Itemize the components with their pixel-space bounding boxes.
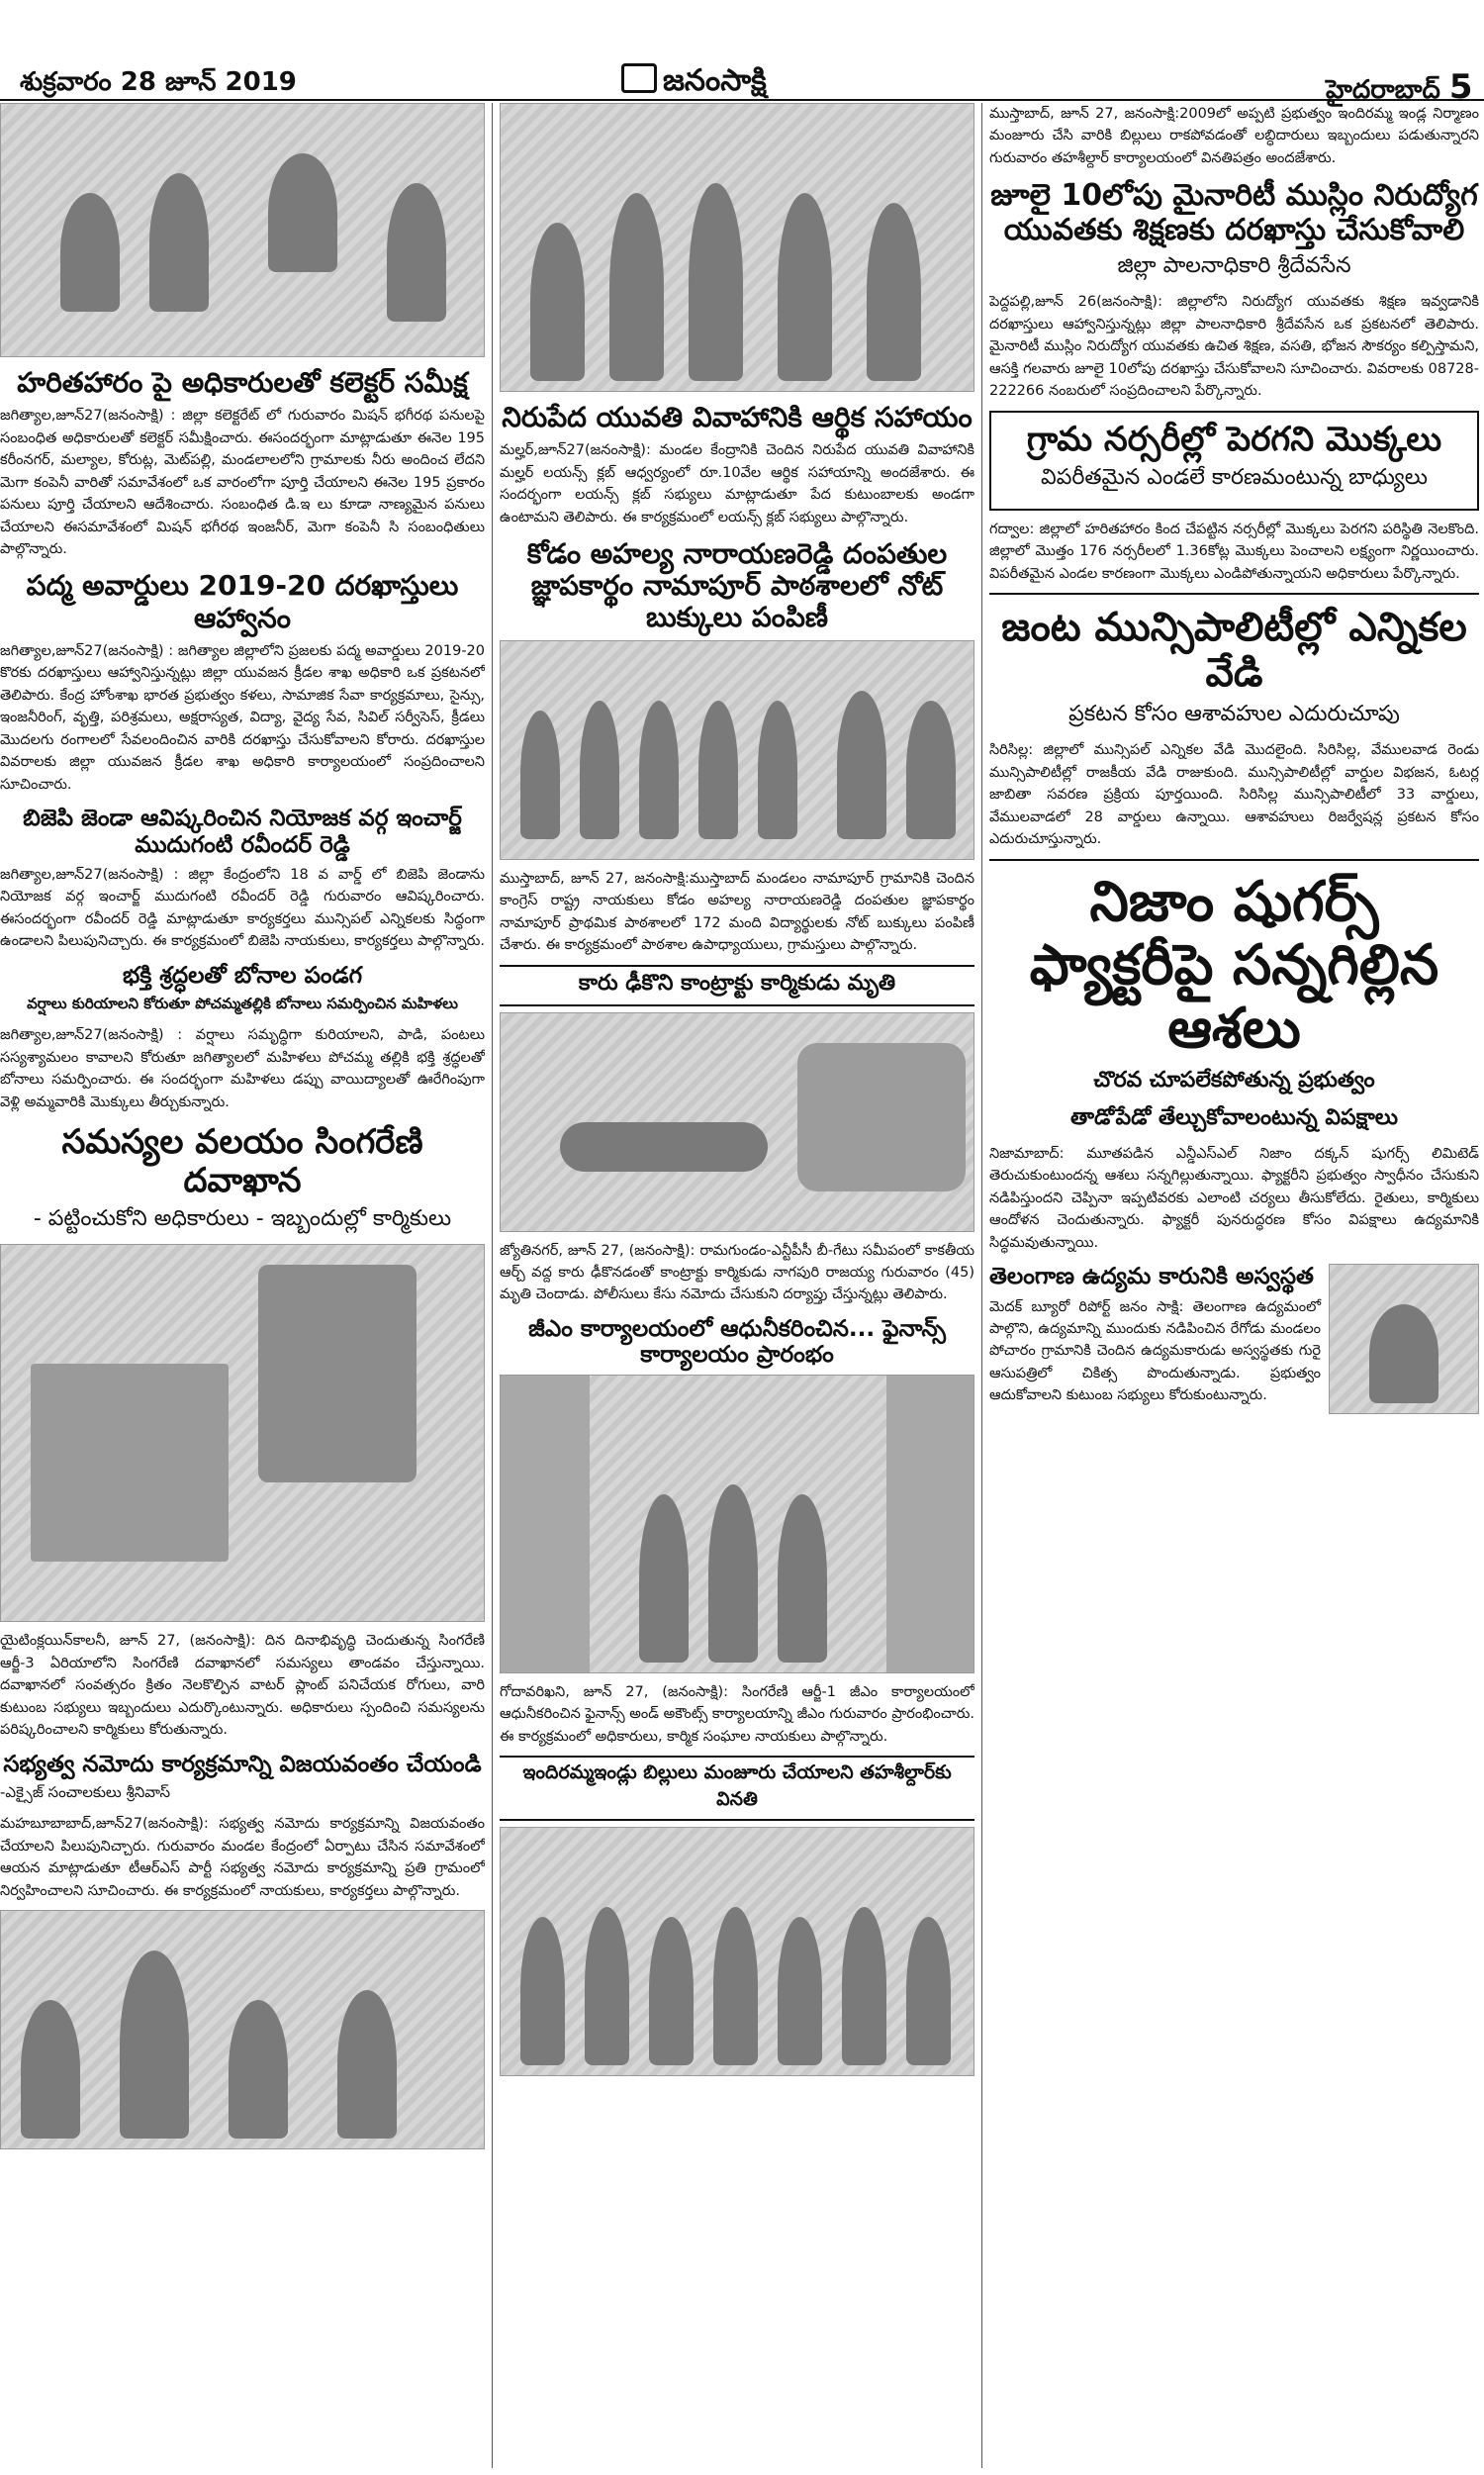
column-divider [492,103,493,2468]
subheadline: ప్రకటన కోసం ఆశావహుల ఎదురుచూపు [1068,702,1400,727]
article-body: సిరిసిల్ల: జిల్లాలో మున్సిపల్ ఎన్నికల వేడి మొదలైంది. సిరిసిల్ల, వేములవాడ రెండు మున్సిపాలిటీల్లో రాజకీయ వేడి రాజుకుంది. మున్సిపాలిటీల్లో వార్డుల విభజన, ఓటర్ల జాబితా సవరణ ప్రక్రియ పూర్తయింది. సిరిసిల్ల మున్సిపాలిటీలో 33 వార్డులు, వేములవాడలో 28 వార్డులు ఉన్నాయి. ఆశావహులు రిజర్వేషన్ల ప్రకటన కోసం ఎదురుచూస్తున్నారు. [989,742,1479,848]
article-body: జ్యోతినగర్, జూన్ 27, (జనంసాక్షి): రామగుండం-ఎన్టీపీసీ బీ-గేటు సమీపంలో కాకతీయ ఆర్చ్ వద్ద కారు ఢీకొనడంతో కాంట్రాక్టు కార్మికుడు నాగపురి రాజయ్య గురువారం (45) మృతి చెందాడు. పోలీసులు కేసు నమోదు చేసుకుని దర్యాప్తు చేస్తున్నట్లు తెలిపారు. [500,1242,974,1303]
photo-petition [500,1827,974,2076]
photo-students-notebooks [500,640,974,860]
article-body: మహబూబాబాద్,జూన్27(జనంసాక్షి): సభ్యత్వ నమోదు కార్యక్రమాన్ని విజయవంతం చేయాలని పిలుపునిచ్చారు. గురువారం మండల కేంద్రంలో ఏర్పాటు చేసిన సమావేశంలో ఆయన మాట్లాడుతూ టీఆర్ఎస్ పార్టీ సభ్యత్వ నమోదు కార్యక్రమాన్ని ప్రతి గ్రామంలో నిర్వహించాలని సూచించారు. ఈ కార్యక్రమంలో నాయకులు, కార్యకర్తలు పాల్గొన్నారు. [0,1816,485,1899]
photo-office-inauguration [500,1375,974,1673]
headline: నిరుపేద యువతి వివాహానికి ఆర్థిక సహాయం [502,401,973,433]
headline: బిజెపి జెండా ఆవిష్కరించిన నియోజక వర్గ ఇంచార్జ్ ముదుగంటి రవీందర్ రెడ్డి [23,806,462,858]
article-body: మల్హర్,జూన్27(జనంసాక్షి): మండల కేంద్రానికి చెందిన నిరుపేద యువతి వివాహానికి మల్హర్ లయన్స్ క్లబ్ ఆధ్వర్యంలో రూ.10వేల ఆర్థిక సహాయాన్ని అందజేశారు. ఈ సందర్భంగా లయన్స్ క్లబ్ సభ్యులు మాట్లాడుతూ పేద కుటుంబాలకు అండగా ఉంటామని తెలిపారు. ఈ కార్యక్రమంలో లయన్స్ క్లబ్ సభ్యులు పాల్గొన్నారు. [500,442,974,525]
article-body: నిజామాబాద్: మూతపడిన ఎన్డీఎస్ఎల్ నిజాం దక్కన్ షుగర్స్ లిమిటెడ్ తెరుచుకుంటుందన్న ఆశలు సన్నగిల్లుతున్నాయి. ఫ్యాక్టరీని ప్రభుత్వం స్వాధీనం చేసుకుని నడిపిస్తుందని చెప్పినా ఇప్పటివరకు ఎలాంటి చర్యలు తీసుకోలేదు. రైతులు, కార్మికులు ఆందోళన చెందుతున్నారు. ఫ్యాక్టరీ పునరుద్ధరణ కోసం విపక్షాలు ఉద్యమానికి సిద్ధమవుతున్నాయి. [989,1145,1479,1251]
headline: ఇందిరమ్మఇండ్లు బిల్లులు మంజూరు చేయాలని తహశీల్దార్‌కు వినతి [500,1756,974,1821]
article-body: జగిత్యాల,జూన్27(జనంసాక్షి) : జిల్లా కేంద్రంలోని 18 వ వార్డ్ లో బిజెపి జెండాను నియోజక వర్గ ఇంచార్జ్ ముదుగంటి రవీందర్ రెడ్డి గురువారం ఆవిష్కరించారు. ఈసందర్భంగా రవీందర్ రెడ్డి మాట్లాడుతూ కార్యకర్తలు మున్సిపల్ ఎన్నికలకు సిద్ధంగా ఉండాలని పిలుపునిచ్చారు. ఈ కార్యక్రమంలో బిజెపి నాయకులు, కార్యకర్తలు పాల్గొన్నారు. [0,867,485,950]
article-body: జగిత్యాల,జూన్27(జనంసాక్షి) : జగిత్యాల జిల్లాలోని ప్రజలకు పద్మ అవార్డులు 2019-20 కొరకు దరఖాస్తులు ఆహ్వానిస్తున్నట్లు జిల్లా యువజన క్రీడల శాఖ అధికారి ఒక ప్రకటనలో తెలిపారు. కేంద్ర హోంశాఖ భారత ప్రభుత్వం కళలు, సామాజిక సేవా కార్యక్రమాలు, సైన్సు, ఇంజనీరింగ్, వృత్తి, పరిశ్రమలు, అక్షరాస్యత, విద్యా, వైద్య సేవ, సివిల్ సర్వీసెస్, క్రీడలు మొదలగు రంగాలలో సేవలందించిన వారికి దరఖాస్తు చేసుకోవాలని కోరారు. దరఖాస్తుల వివరాలకు జిల్లా యువజన క్రీడల శాఖ అధికారి కార్యాలయంలో సంప్రదించాలని సూచించారు. [0,642,485,793]
newspaper-logo [621,63,767,105]
article-body: జగిత్యాల,జూన్27(జనంసాక్షి) : వర్షాలు సమృద్ధిగా కురియాలని, పాడి, పంటలు సస్యశ్యామలం కావాలని కోరుతూ జగిత్యాలలో మహిళలు పోచమ్మ తల్లికి భక్తి శ్రద్ధలతో బోనాలు సమర్పించారు. ఈ సందర్భంగా మహిళలు డప్పు వాయిద్యాలతో ఊరేగింపుగా వెళ్లి అమ్మవారికి మొక్కులు తీర్చుకున్నారు. [0,1027,485,1110]
subheadline: చొరవ చూపలేకపోతున్న ప్రభుత్వం [1093,1067,1375,1093]
headline: పద్మ అవార్డులు 2019-20 దరఖాస్తులు ఆహ్వానం [26,569,459,634]
subheadline: తాడోపేడో తేల్చుకోవాలంటున్న విపక్షాలు [1070,1104,1398,1130]
newspaper-name: జనంసాక్షి [663,63,767,98]
subheadline: విపరీతమైన ఎండలే కారణమంటున్న బాధ్యులు [1041,464,1428,490]
headline: జంట మున్సిపాలిటీల్లో ఎన్నికల వేడి [1001,605,1467,697]
article-box [989,411,1479,511]
headline: భక్తి శ్రద్ధలతో బోనాల పండగ [122,962,363,989]
article-body: పెద్దపల్లి,జూన్ 26(జనంసాక్షి): జిల్లాలోని నిరుద్యోగ యువతకు శిక్షణ ఇవ్వడానికి దరఖాస్తులు ఆహ్వానిస్తున్నట్లు జిల్లా పాలనాధికారి శ్రీదేవసేన ఒక ప్రకటనలో తెలిపారు. మైనారిటీ ముస్లిం నిరుద్యోగ యువతకు ఉచిత శిక్షణ, వసతి, భోజన సౌకర్యం కల్పిస్తామని, ఆసక్తి గలవారు జూలై 10లోపు దరఖాస్తు చేసుకోవాలని సూచించారు. వివరాలకు 08728-222266 నంబరులో సంప్రదించాలని పేర్కొన్నారు. [989,294,1479,400]
photo-patient [1329,1264,1479,1414]
headline: సమస్యల వలయం సింగరేణి దవాఖాన [61,1122,423,1201]
article-body: ముస్తాబాద్, జూన్ 27, జనంసాక్షి:ముస్తాబాద్ మండలం నామాపూర్ గ్రామానికి చెందిన కాంగ్రెస్ రాష్ట్ర నాయకులు కోడం అహల్య నారాయణరెడ్డి దంపతుల జ్ఞాపకార్థం నామాపూర్ ప్రాథమిక పాఠశాలలో 172 మంది విద్యార్థులకు నోట్ బుక్కులు పంపిణీ చేశారు. ఈ కార్యక్రమంలో పాఠశాల ఉపాధ్యాయులు, గ్రామస్తులు పాల్గొన్నారు. [500,870,974,954]
headline: సభ్యత్వ నమోదు కార్యక్రమాన్ని విజయవంతం చేయండి [3,1751,482,1777]
photo-wedding-aid [500,103,974,392]
headline: తెలంగాణ ఉద్యమ కారునికి అస్వస్థత [989,1264,1314,1290]
column-divider [981,103,982,2468]
photo-water-plant [0,1244,485,1622]
city-name: హైదరాబాద్ [1326,75,1440,105]
article-box [989,1264,1479,1407]
photo-accident [500,1012,974,1232]
column-left [0,103,485,2468]
headline: కారు ఢీకొని కాంట్రాక్టు కార్మికుడు మృతి [500,965,974,1006]
article-body: గద్వాల: జిల్లాలో హరితహారం కింద చేపట్టిన నర్సరీల్లో మొక్కలు పెరగని పరిస్థితి నెలకొంది. జిల్లాలో మొత్తం 176 నర్సరీలలో 1.36కోట్ల మొక్కలు పెంచాలని లక్ష్యంగా నిర్ణయించారు. విపరీతమైన ఎండల కారణంగా మొక్కలు ఎండిపోతున్నాయని అధికారులు పేర్కొన్నారు. [989,521,1479,582]
subheadline: - పట్టించుకోని అధికారులు - ఇబ్బందుల్లో కార్మికులు [33,1206,452,1232]
headline: గ్రామ నర్సరీల్లో పెరగని మొక్కలు [1026,419,1442,459]
column-middle [500,103,974,2468]
article-body: మెదక్ బ్యూరో రిపోర్ట్ జనం సాక్షి: తెలంగాణ ఉద్యమంలో పాల్గొని, ఉద్యమాన్ని ముందుకు నడిపించిన రేగోడు మండలం పోచారం గ్రామానికి చెందిన ఉద్యమకారుడు అస్వస్థతకు గురై ఆసుపత్రిలో చికిత్స పొందుతున్నాడు. ప్రభుత్వం ఆదుకోవాలని కుటుంబ సభ్యులు కోరుకుంటున్నారు. [989,1298,1321,1404]
photo-members-group [0,1910,485,2149]
headline: నిజాం షుగర్స్ ఫ్యాక్టరీపై సన్నగిల్లిన ఆశలు [1029,869,1439,1062]
headline: కోడం అహల్య నారాయణరెడ్డి దంపతుల జ్ఞాపకార్థం నామాపూర్ పాఠశాలలో నోట్ బుక్కులు పంపిణీ [526,537,948,634]
subheadline: జిల్లా పాలనాధికారి శ్రీదేవసేన [1117,253,1351,279]
article-body: జగిత్యాల,జూన్27(జనంసాక్షి) : జిల్లా కలెక్టరేట్ లో గురువారం మిషన్ భగీరథ పనులపై సంబంధిత అధికారులతో కలెక్టర్ సమీక్షించారు. ఈసందర్భంగా మాట్లాడుతూ ఈనెల 195 కరీంనగర్, మల్యాల, కోరుట్ల, మెట్‌పల్లి, మండలాలలోని గ్రామాలకు నీరు అందించ లేదని మెగా కంపెనీ వారితో సమావేశంలో ఒక వారంలోగా పూర్తి చేయాలని ఈనెల 195 ప్రకారం పనులు పూర్తి చేయాలని ఆదేశించారు. సంబంధిత డి.ఇ లు కూడా నాణ్యమైన పనులు చేయాలని ఈసమావేశంలో మిషన్ భగీరథ ఇంజనీర్, మెగా కంపెనీ సి సంబంధితులు పాల్గొన్నారు. [0,408,485,557]
logo-icon [621,63,657,93]
byline: -ఎక్సైజ్ సంచాలకులు శ్రీనివాస్ [0,1783,171,1802]
masthead [0,0,1484,107]
divider [989,593,1479,595]
column-right [989,103,1479,2468]
article-body: గోదావరిఖని, జూన్ 27, (జనంసాక్షి): సింగరేణి ఆర్జీ-1 జీఎం కార్యాలయంలో ఆధునీకరించిన ఫైనాన్స్ అండ్ అకౌంట్స్ కార్యాలయాన్ని జీఎం గురువారం ప్రారంభించారు. ఈ కార్యక్రమంలో అధికారులు, కార్మిక సంఘాల నాయకులు పాల్గొన్నారు. [500,1683,974,1745]
headline: జీఎం కార్యాలయంలో ఆధునీకరించిన... ఫైనాన్స్ కార్యాలయం ప్రారంభం [528,1315,946,1369]
subheadline: వర్షాలు కురియాలని కోరుతూ పోచమ్మతల్లికి బోనాలు సమర్పించిన మహిళలు [27,995,458,1013]
page-number: 5 [1448,67,1473,107]
photo-collector-meeting [0,103,485,357]
article-body: యైటింక్లయిన్‌కాలనీ, జూన్ 27, (జనంసాక్షి): దిన దినాభివృద్ధి చెందుతున్న సింగరేణి ఆర్జీ-3 ఏరియాలోని సింగరేణి దవాఖానలో సమస్యలు తాండవం చేస్తున్నాయి. దవాఖానలో సంవత్సరం క్రితం నెలకొల్పిన వాటర్ ప్లాంట్ పనిచేయక రోగులు, వారి కుటుంబ సభ్యులు ఇబ్బందులు ఎదుర్కొంటున్నారు. అధికారులు స్పందించి సమస్యలను పరిష్కరించాలని కార్మికులు కోరుతున్నారు. [0,1633,485,1739]
issue-date: శుక్రవారం 28 జూన్ 2019 [20,67,297,97]
headline: జూలై 10లోపు మైనారిటీ ముస్లిం నిరుద్యోగ యువతకు శిక్షణకు దరఖాస్తు చేసుకోవాలి [990,178,1478,247]
divider [989,859,1479,861]
headline: హరితహారం పై అధికారులతో కలెక్టర్ సమీక్ష [17,366,468,399]
article-body: ముస్తాబాద్, జూన్ 27, జనంసాక్షి:2009లో అప్పటి ప్రభుత్వం ఇందిరమ్మ ఇండ్ల నిర్మాణం మంజూరు చేసి వారికి బిల్లులు రాకపోవడంతో లబ్ధిదారులు ఇబ్బందులు పడుతున్నారని గురువారం తహశీల్దార్ కార్యాలయంలో వినతిపత్రం అందజేశారు. [989,106,1479,166]
